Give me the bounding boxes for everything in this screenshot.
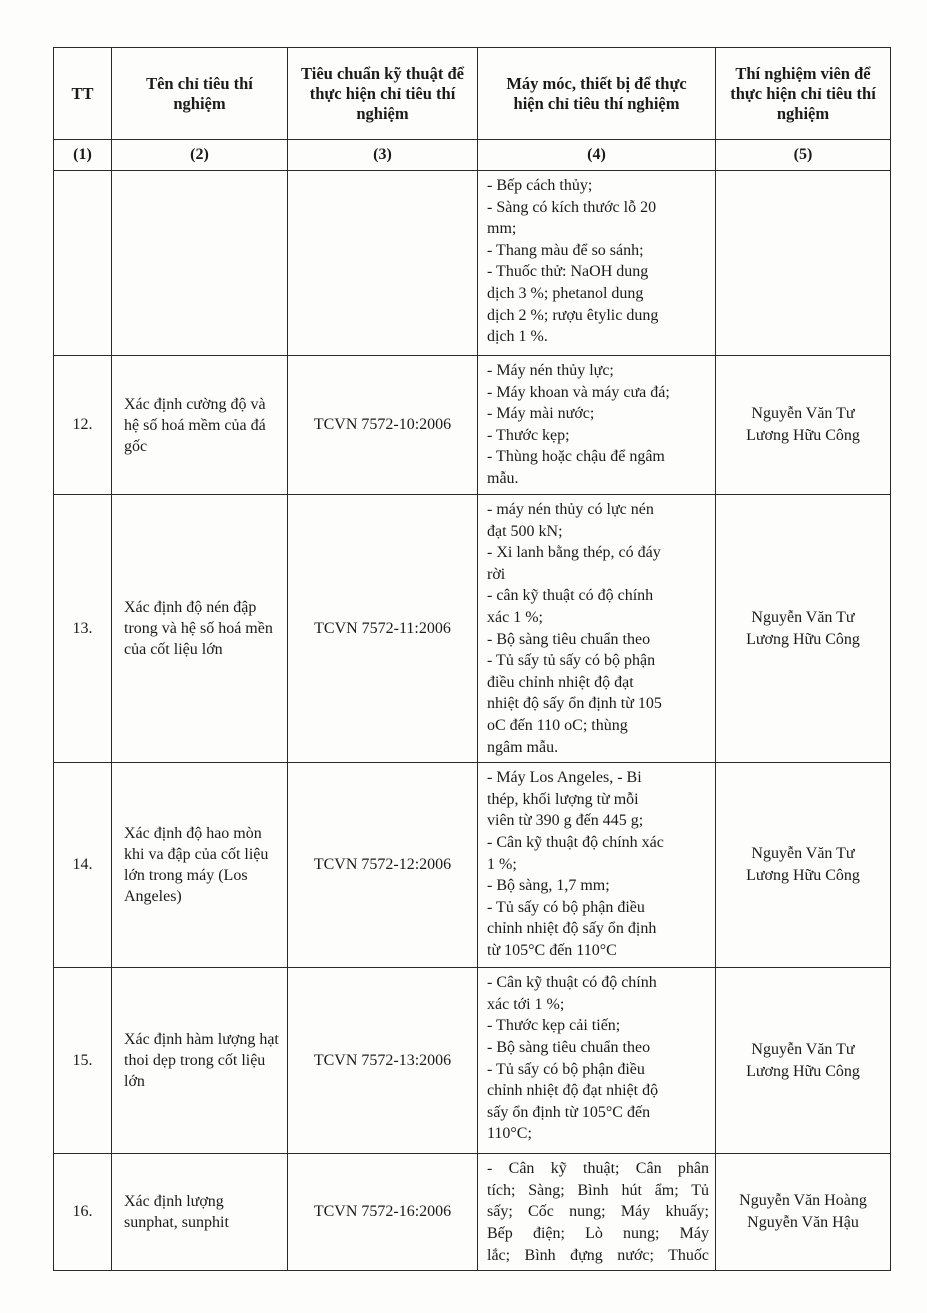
table-row xyxy=(54,763,891,968)
row-staff xyxy=(716,968,891,1154)
equipment-line: - Bếp cách thủy; xyxy=(487,177,593,194)
row-equipment xyxy=(478,763,716,968)
table-row xyxy=(54,495,891,763)
row-equipment xyxy=(478,968,716,1154)
row-standard: TCVN 7572-16:2006 xyxy=(288,1154,478,1271)
header-staff: Thí nghiệm viên để thực hiện chỉ tiêu thí nghiệm xyxy=(716,48,891,140)
equipment-line: - Sàng có kích thước lỗ 20 xyxy=(487,198,657,216)
equipment-line: - Cân kỹ thuật; Cân phân xyxy=(487,1160,709,1178)
equipment-line: rời xyxy=(487,565,506,583)
row-standard: TCVN 7572-13:2006 xyxy=(288,968,478,1154)
row-staff xyxy=(716,356,891,495)
row-tt: 13. xyxy=(54,495,112,763)
row-standard: TCVN 7572-10:2006 xyxy=(288,356,478,495)
equipment-line: - cân kỹ thuật có độ chính xyxy=(487,587,654,605)
row-staff xyxy=(716,495,891,763)
equipment-line: 110°C; xyxy=(487,1125,532,1143)
row-equipment xyxy=(478,495,716,763)
equipment-line: chỉnh nhiệt độ sấy ổn định xyxy=(487,920,657,938)
row-name: Xác định độ hao mòn khi va đập của cốt liệu lớn trong máy (Los Angeles) xyxy=(112,763,288,968)
equipment-line: điều chỉnh nhiệt độ đạt xyxy=(487,673,634,691)
equipment-line: - Tủ sấy có bộ phận điều xyxy=(487,1060,645,1078)
row-equipment xyxy=(478,356,716,495)
equipment-line: xác tới 1 %; xyxy=(487,995,565,1013)
header-equipment: Máy móc, thiết bị để thực hiện chỉ tiêu thí nghiệm xyxy=(478,48,716,140)
header-standard: Tiêu chuẩn kỹ thuật để thực hiện chỉ tiêu thí nghiệm xyxy=(288,48,478,140)
header-name: Tên chỉ tiêu thí nghiệm xyxy=(112,48,288,140)
staff-name: Nguyễn Văn Hậu xyxy=(747,1214,859,1232)
equipment-line: - Bộ sàng, 1,7 mm; xyxy=(487,877,610,895)
staff-name: Nguyễn Văn Tư xyxy=(751,1040,855,1058)
row-staff xyxy=(716,171,891,356)
col-number: (1) xyxy=(54,140,112,171)
equipment-line: xác 1 %; xyxy=(487,608,543,626)
equipment-line: nhiệt độ sấy ổn định từ 105 xyxy=(487,695,662,713)
row-name: Xác định hàm lượng hạt thoi dẹp trong cốt liệu lớn xyxy=(112,968,288,1154)
row-tt xyxy=(54,171,112,356)
row-name: Xác định lượng sunphat, sunphit xyxy=(112,1154,288,1271)
equipment-line: - Máy mài nước; xyxy=(487,405,595,423)
test-criteria-table xyxy=(53,47,891,1271)
equipment-line: oC đến 110 oC; thùng xyxy=(487,716,628,734)
row-name: Xác định độ nén đập trong và hệ số hoá mền của cốt liệu lớn xyxy=(112,495,288,763)
table-row xyxy=(54,1154,891,1271)
header-row xyxy=(54,48,891,140)
row-tt: 14. xyxy=(54,763,112,968)
equipment-line: dịch 2 %; rượu êtylic dung xyxy=(487,306,659,324)
equipment-line: lắc; Bình đựng nước; Thuốc xyxy=(487,1246,709,1264)
row-staff xyxy=(716,1154,891,1271)
staff-name: Lương Hữu Công xyxy=(746,1062,860,1080)
equipment-line: - Thước kẹp cải tiến; xyxy=(487,1017,621,1035)
equipment-line: chỉnh nhiệt độ đạt nhiệt độ xyxy=(487,1082,659,1100)
equipment-line: từ 105°C đến 110°C xyxy=(487,941,617,959)
row-standard xyxy=(288,171,478,356)
equipment-line: - Bộ sàng tiêu chuẩn theo xyxy=(487,630,651,648)
equipment-line: - Cân kỹ thuật độ chính xác xyxy=(487,833,664,851)
row-equipment xyxy=(478,171,716,356)
staff-name: Nguyễn Văn Hoàng xyxy=(739,1192,867,1210)
equipment-line: - Thuốc thử: NaOH dung xyxy=(487,263,649,281)
equipment-line: - Thùng hoặc chậu để ngâm xyxy=(487,448,665,466)
equipment-line: - Thước kẹp; xyxy=(487,426,570,444)
col-number: (3) xyxy=(288,140,478,171)
row-staff xyxy=(716,763,891,968)
table-row xyxy=(54,356,891,495)
row-name: Xác định cường độ và hệ số hoá mềm của đá gốc xyxy=(112,356,288,495)
equipment-line: dịch 1 %. xyxy=(487,328,548,346)
table-row xyxy=(54,171,891,356)
equipment-line: thép, khối lượng từ mỗi xyxy=(487,790,639,808)
row-tt: 15. xyxy=(54,968,112,1154)
row-standard: TCVN 7572-12:2006 xyxy=(288,763,478,968)
staff-name: Nguyễn Văn Tư xyxy=(751,405,855,422)
equipment-line: sấy; Cốc nung; Máy khuấy; xyxy=(487,1203,709,1221)
equipment-line: - máy nén thủy có lực nén xyxy=(487,501,654,518)
equipment-line: viên từ 390 g đến 445 g; xyxy=(487,812,644,830)
equipment-line: Bếp điện; Lò nung; Máy xyxy=(487,1224,709,1242)
equipment-line: - Tủ sấy tủ sấy có bộ phận xyxy=(487,652,656,670)
equipment-line: dịch 3 %; phetanol dung xyxy=(487,284,644,302)
equipment-line: đạt 500 kN; xyxy=(487,522,563,540)
row-tt: 16. xyxy=(54,1154,112,1271)
column-number-row xyxy=(54,140,891,171)
equipment-line: - Cân kỹ thuật có độ chính xyxy=(487,974,657,992)
staff-name: Lương Hữu Công xyxy=(746,630,860,648)
equipment-line: tích; Sàng; Bình hút ẩm; Tủ xyxy=(487,1181,709,1199)
row-tt: 12. xyxy=(54,356,112,495)
equipment-line: ngâm mẫu. xyxy=(487,738,559,756)
equipment-line: mẫu. xyxy=(487,469,519,487)
equipment-line: - Thang màu để so sánh; xyxy=(487,241,644,259)
staff-name: Lương Hữu Công xyxy=(746,867,860,885)
staff-name: Nguyễn Văn Tư xyxy=(751,845,855,863)
equipment-line: - Máy nén thủy lực; xyxy=(487,362,614,379)
equipment-line: - Máy Los Angeles, - Bi xyxy=(487,769,642,787)
header-tt: TT xyxy=(54,48,112,140)
col-number: (5) xyxy=(716,140,891,171)
equipment-line: - Bộ sàng tiêu chuẩn theo xyxy=(487,1038,651,1056)
equipment-line: 1 %; xyxy=(487,855,517,873)
equipment-line: - Máy khoan và máy cưa đá; xyxy=(487,383,670,401)
equipment-line: mm; xyxy=(487,220,517,238)
col-number: (4) xyxy=(478,140,716,171)
staff-name: Lương Hữu Công xyxy=(746,427,860,444)
equipment-line: - Tủ sấy có bộ phận điều xyxy=(487,898,645,916)
col-number: (2) xyxy=(112,140,288,171)
table-row xyxy=(54,968,891,1154)
row-name xyxy=(112,171,288,356)
equipment-line: sấy ổn định từ 105°C đến xyxy=(487,1103,651,1121)
row-standard: TCVN 7572-11:2006 xyxy=(288,495,478,763)
equipment-line: - Xi lanh bằng thép, có đáy xyxy=(487,544,661,562)
row-equipment xyxy=(478,1154,716,1271)
staff-name: Nguyễn Văn Tư xyxy=(751,608,855,626)
